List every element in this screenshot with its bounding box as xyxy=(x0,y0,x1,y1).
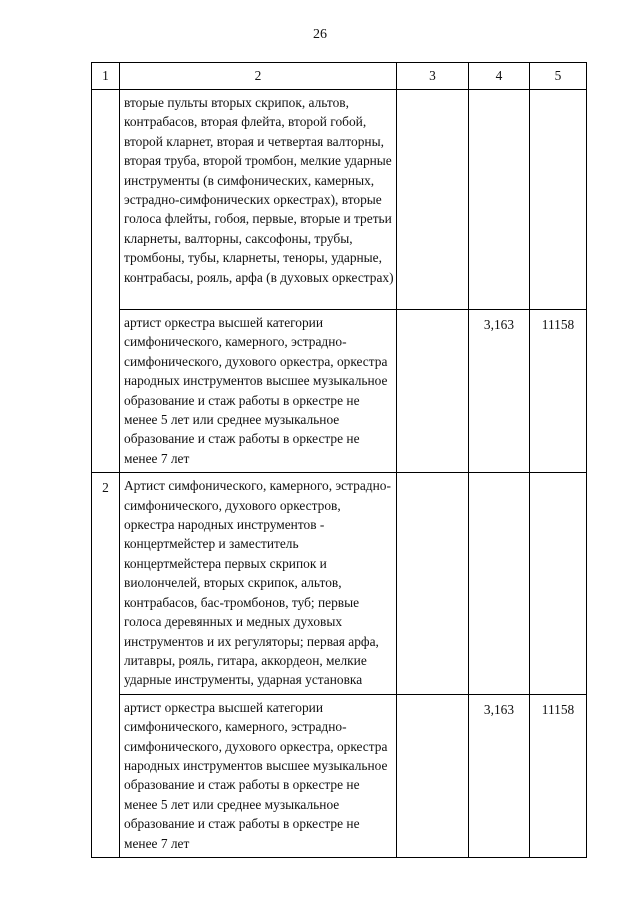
table-row xyxy=(92,694,587,857)
table-row xyxy=(92,90,587,310)
table-row xyxy=(92,473,587,694)
coefficient-cell: 3,163 xyxy=(469,310,530,473)
coefficient-cell xyxy=(469,473,530,694)
header-cell-4: 4 xyxy=(469,63,530,90)
header-cell-5: 5 xyxy=(530,63,587,90)
position-description-cell: артист оркестра высшей категории симфонического, камерного, эстрадно-симфонического, духового оркестра, оркестра народных инструментов высшее музыкальное образование и стаж работы в оркестре не менее 5 лет или среднее музыкальное образование и стаж работы в оркестре не менее 7 лет xyxy=(120,694,397,857)
header-cell-1: 1 xyxy=(92,63,120,90)
page-number: 26 xyxy=(313,27,327,42)
salary-cell xyxy=(530,90,587,310)
table-header-row xyxy=(92,63,587,90)
position-description-cell: артист оркестра высшей категории симфонического, камерного, эстрадно-симфонического, духового оркестра, оркестра народных инструментов высшее музыкальное образование и стаж работы в оркестре не менее 5 лет или среднее музыкальное образование и стаж работы в оркестре не менее 7 лет xyxy=(120,310,397,473)
row-number-cell xyxy=(92,90,120,473)
col3-cell xyxy=(397,694,469,857)
salary-table xyxy=(91,62,587,858)
coefficient-cell: 3,163 xyxy=(469,694,530,857)
position-description-cell: Артист симфонического, камерного, эстрадно-симфонического, духового оркестров, оркестра народных инструментов - концертмейстер и заместитель концертмейстера первых скрипок и виолончелей, вторых скрипок, альтов, контрабасов, бас-тромбонов, туб; первые голоса деревянных и медных духовых инструментов и их регуляторы; первая арфа, литавры, рояль, гитара, аккордеон, мелкие ударные инструменты, ударная установка xyxy=(120,473,397,694)
position-description-cell: вторые пульты вторых скрипок, альтов, контрабасов, вторая флейта, второй гобой, второй кларнет, вторая и четвертая валторны, вторая труба, второй тромбон, мелкие ударные инструменты (в симфонических, камерных, эстрадно-симфонических оркестрах), вторые голоса флейты, гобоя, первые, вторые и третьи кларнеты, валторны, саксофоны, трубы, тромбоны, тубы, кларнеты, теноры, ударные, контрабасы, рояль, арфа (в духовых оркестрах) xyxy=(120,90,397,310)
salary-cell: 11158 xyxy=(530,310,587,473)
salary-cell xyxy=(530,473,587,694)
salary-cell: 11158 xyxy=(530,694,587,857)
col3-cell xyxy=(397,90,469,310)
col3-cell xyxy=(397,310,469,473)
header-cell-3: 3 xyxy=(397,63,469,90)
coefficient-cell xyxy=(469,90,530,310)
col3-cell xyxy=(397,473,469,694)
header-cell-2: 2 xyxy=(120,63,397,90)
table-row xyxy=(92,310,587,473)
row-number-cell: 2 xyxy=(92,473,120,858)
